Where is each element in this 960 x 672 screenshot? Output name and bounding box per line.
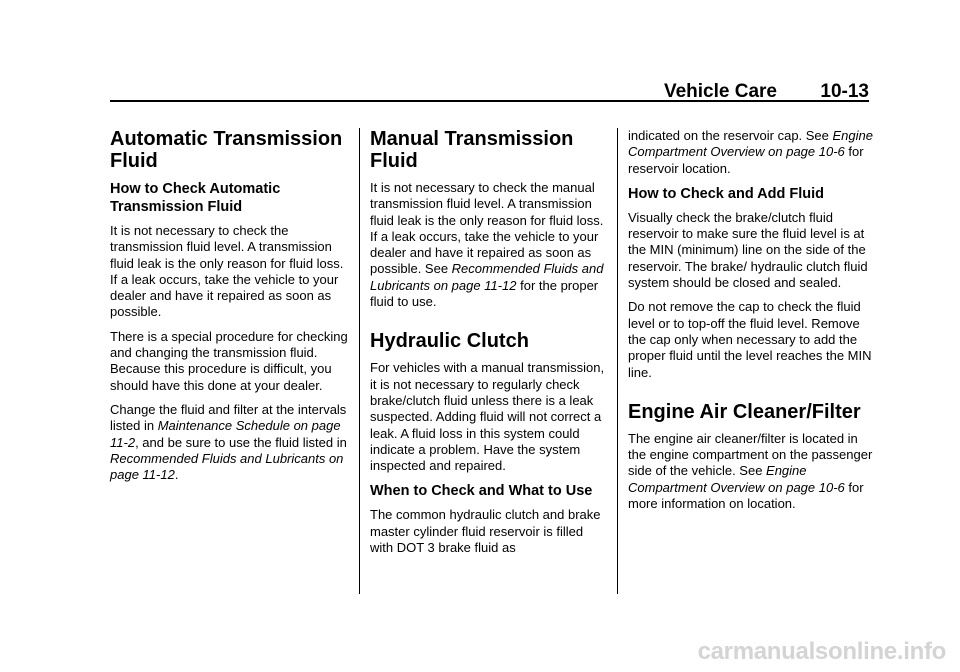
watermark: carmanualsonline.info bbox=[697, 638, 946, 665]
paragraph: Change the fluid and filter at the intervals listed in Maintenance Schedule on page 11-2, and be sure to use the fluid listed in Recommended Fluids and Lubricants on page 11-12. bbox=[110, 401, 347, 483]
link-engine-compartment-overview[interactable]: Engine Compartment Overview on page 10-6 bbox=[628, 463, 845, 495]
link-recommended-fluids[interactable]: Recommended Fluids and Lubricants on page 11-12 bbox=[110, 450, 344, 483]
link-maintenance-schedule[interactable]: Maintenance Schedule on page 11-2 bbox=[110, 418, 341, 450]
section-title: Vehicle Care bbox=[663, 81, 777, 102]
paragraph: Do not remove the cap to check the fluid level or to top-off the fluid level. Remove the cap only when necessary to add the proper fluid until the level reaches the MIN line. bbox=[628, 299, 872, 380]
subheading-check-automatic-fluid: How to Check Automatic Transmission Fluid bbox=[110, 181, 281, 215]
paragraph: The engine air cleaner/filter is located in the engine compartment on the passenger side of the vehicle. See Engine Compartment Overview on page 10-6 for more information on location. bbox=[628, 430, 873, 512]
page-number: 10-13 bbox=[820, 81, 869, 102]
heading-automatic-transmission-fluid: Automatic Transmission Fluid bbox=[110, 128, 343, 172]
link-engine-compartment-overview[interactable]: Engine Compartment Overview on page 10-6 bbox=[628, 128, 873, 160]
paragraph: It is not necessary to check the transmission fluid level. A transmission fluid leak is the only reason for fluid loss. If a leak occurs, take the vehicle to your dealer and have it repaired as soon as possible. bbox=[110, 223, 344, 320]
page-header bbox=[110, 0, 869, 102]
heading-engine-air-cleaner: Engine Air Cleaner/Filter bbox=[628, 400, 861, 423]
column-3 bbox=[628, 128, 873, 520]
link-recommended-fluids[interactable]: Recommended Fluids and Lubricants on page 11-12 bbox=[370, 261, 604, 293]
paragraph: Visually check the brake/clutch fluid reservoir to make sure the fluid level is at the MIN (minimum) line on the side of the reservoir. The brake/ hydraulic clutch fluid system should be closed and sealed. bbox=[628, 209, 868, 291]
paragraph: indicated on the reservoir cap. See Engine Compartment Overview on page 10-6 for reservoir location. bbox=[628, 128, 873, 176]
subheading-check-and-add-fluid: How to Check and Add Fluid bbox=[628, 185, 825, 202]
column-2 bbox=[370, 128, 608, 564]
paragraph: The common hydraulic clutch and brake master cylinder fluid reservoir is filled with DOT 3 brake fluid as bbox=[370, 507, 601, 556]
column-1 bbox=[110, 128, 348, 491]
paragraph: It is not necessary to check the manual transmission fluid level. A transmission fluid leak is the only reason for fluid loss. If a leak occurs, take the vehicle to your dealer and have it repaired as soon as possible. See Recommended Fluids and Lubricants on page 11-12 for the proper fluid to use. bbox=[370, 180, 604, 310]
paragraph: For vehicles with a manual transmission, it is not necessary to regularly check brake/clutch fluid unless there is a leak suspected. Adding fluid will not correct a leak. A fluid loss in this system could indicate a problem. Have the system inspected and repaired. bbox=[370, 360, 605, 474]
paragraph: There is a special procedure for checking and changing the transmission fluid. Because this procedure is difficult, you should have this done at your dealer. bbox=[110, 328, 348, 393]
column-divider-2 bbox=[617, 128, 618, 594]
column-divider-1 bbox=[359, 128, 360, 594]
subheading-when-to-check: When to Check and What to Use bbox=[370, 483, 593, 500]
heading-hydraulic-clutch: Hydraulic Clutch bbox=[370, 330, 529, 353]
heading-manual-transmission-fluid: Manual Transmission Fluid bbox=[370, 128, 574, 172]
